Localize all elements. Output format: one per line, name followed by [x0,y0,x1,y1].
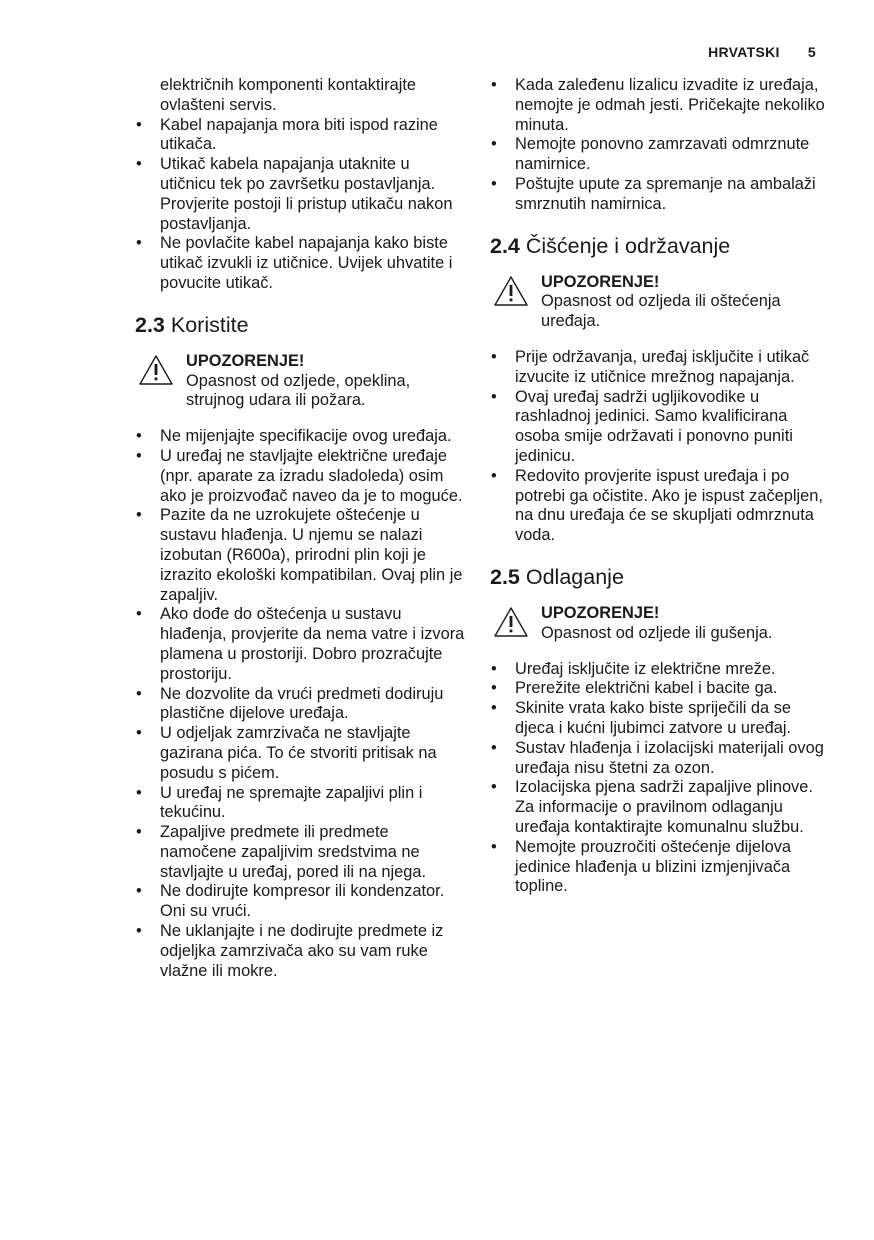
list-item: • Izolacijska pjena sadrži zapaljive plinove. Za informacije o pravilnom odlaganju uređaja kontaktirajte komunalnu službu. [490,778,825,837]
warning-triangle-icon [493,275,529,307]
warning-text: Opasnost od ozljede, opeklina, strujnog udara ili požara. [186,371,411,410]
list-item: • Utikač kabela napajanja utaknite u utičnicu tek po završetku postavljanja. Provjerite postoji li pristup utikaču nakon postavljanja. [135,155,465,234]
list-item: • Ovaj uređaj sadrži ugljikovodike u rashladnoj jedinici. Samo kvalificirana osoba smije održavati i ponovno puniti jedinicu. [490,388,825,467]
list-item: • Poštujte upute za spremanje na ambalaži smrznutih namirnica. [490,175,825,215]
warning-title: UPOZORENJE! [541,272,660,291]
warning-triangle-icon [493,606,529,638]
section-heading-2-3 [135,312,465,338]
right-column [490,76,825,897]
list-left-top [135,116,465,294]
page-header [708,44,816,60]
list-item: • U odjeljak zamrzivača ne stavljajte gazirana pića. To će stvoriti pritisak na posudu s pićem. [135,724,465,783]
page-number: 5 [807,44,816,60]
section-heading-2-5 [490,564,825,590]
list-item: • Ne uklanjajte i ne dodirujte predmete iz odjeljka zamrzivača ako su vam ruke vlažne ili mokre. [135,922,465,981]
section-number: 2.5 [490,564,520,589]
section-title: Čišćenje i održavanje [525,233,731,258]
list-item: • U uređaj ne stavljajte električne uređaje (npr. aparate za izradu sladoleda) osim ako je proizvođač naveo da je to moguće. [135,447,465,506]
list-item: • Skinite vrata kako biste spriječili da se djeca i kućni ljubimci zatvore u uređaj. [490,699,825,739]
warning-title: UPOZORENJE! [186,351,305,370]
warning-text: Opasnost od ozljede ili gušenja. [541,623,773,642]
list-item: • Ne dodirujte kompresor ili kondenzator. Oni su vrući. [135,882,465,922]
list-item: • Nemojte prouzročiti oštećenje dijelova jedinice hlađenja u blizini izmjenjivača topline. [490,838,825,897]
list-item: • Prerežite električni kabel i bacite ga. [490,679,825,699]
section-number: 2.3 [135,312,165,337]
section-heading-2-4 [490,233,825,259]
continuation-text: električnih komponenti kontaktirajte ovlašteni servis. [160,76,417,114]
list-item: • Sustav hlađenja i izolacijski materijali ovog uređaja nisu štetni za ozon. [490,739,825,779]
list-item: • Prije održavanja, uređaj isključite i utikač izvucite iz utičnice mrežnog napajanja. [490,348,825,388]
warning-text: Opasnost od ozljeda ili oštećenja uređaja. [541,292,781,331]
warning-block [490,604,825,644]
list-item: • Ne povlačite kabel napajanja kako biste utikač izvukli iz utičnice. Uvijek uhvatite i povucite utikač. [135,234,465,293]
warning-block [135,352,465,411]
list-item: • Ne mijenjajte specifikacije ovog uređaja. [135,427,465,447]
section-number: 2.4 [490,233,520,258]
list-section-2-5 [490,660,825,898]
list-item: • Zapaljive predmete ili predmete namočene zapaljivim sredstvima ne stavljajte u uređaj, pored ili na njega. [135,823,465,882]
list-item: • Pazite da ne uzrokujete oštećenje u sustavu hlađenja. U njemu se nalazi izobutan (R600a), prirodni plin koji je izrazito ekološki kompatibilan. Ovaj plin je zapaljiv. [135,506,465,605]
warning-title: UPOZORENJE! [541,603,660,622]
left-column [135,76,465,981]
list-item: • Redovito provjerite ispust uređaja i po potrebi ga očistite. Ako je ispust začepljen, na dnu uređaja će se skupljati odmrznuta voda. [490,467,825,546]
warning-triangle-icon [138,354,174,386]
list-item: • Nemojte ponovno zamrzavati odmrznute namirnice. [490,135,825,175]
language-label: HRVATSKI [708,44,780,60]
section-title: Odlaganje [525,564,624,589]
list-section-2-4 [490,348,825,546]
list-item: • U uređaj ne spremajte zapaljivi plin i tekućinu. [135,784,465,824]
list-right-top [490,76,825,215]
section-title: Koristite [170,312,249,337]
list-item: • Uređaj isključite iz električne mreže. [490,660,825,680]
list-item: • Ako dođe do oštećenja u sustavu hlađenja, provjerite da nema vatre i izvora plamena u prostoriji. Dobro prozračujte prostoriju. [135,605,465,684]
list-item: • Kabel napajanja mora biti ispod razine utikača. [135,116,465,156]
list-item: • Ne dozvolite da vrući predmeti dodiruju plastične dijelove uređaja. [135,685,465,725]
warning-block [490,273,825,332]
list-item: • Kada zaleđenu lizalicu izvadite iz uređaja, nemojte je odmah jesti. Pričekajte nekoliko minuta. [490,76,825,135]
list-section-2-3 [135,427,465,981]
